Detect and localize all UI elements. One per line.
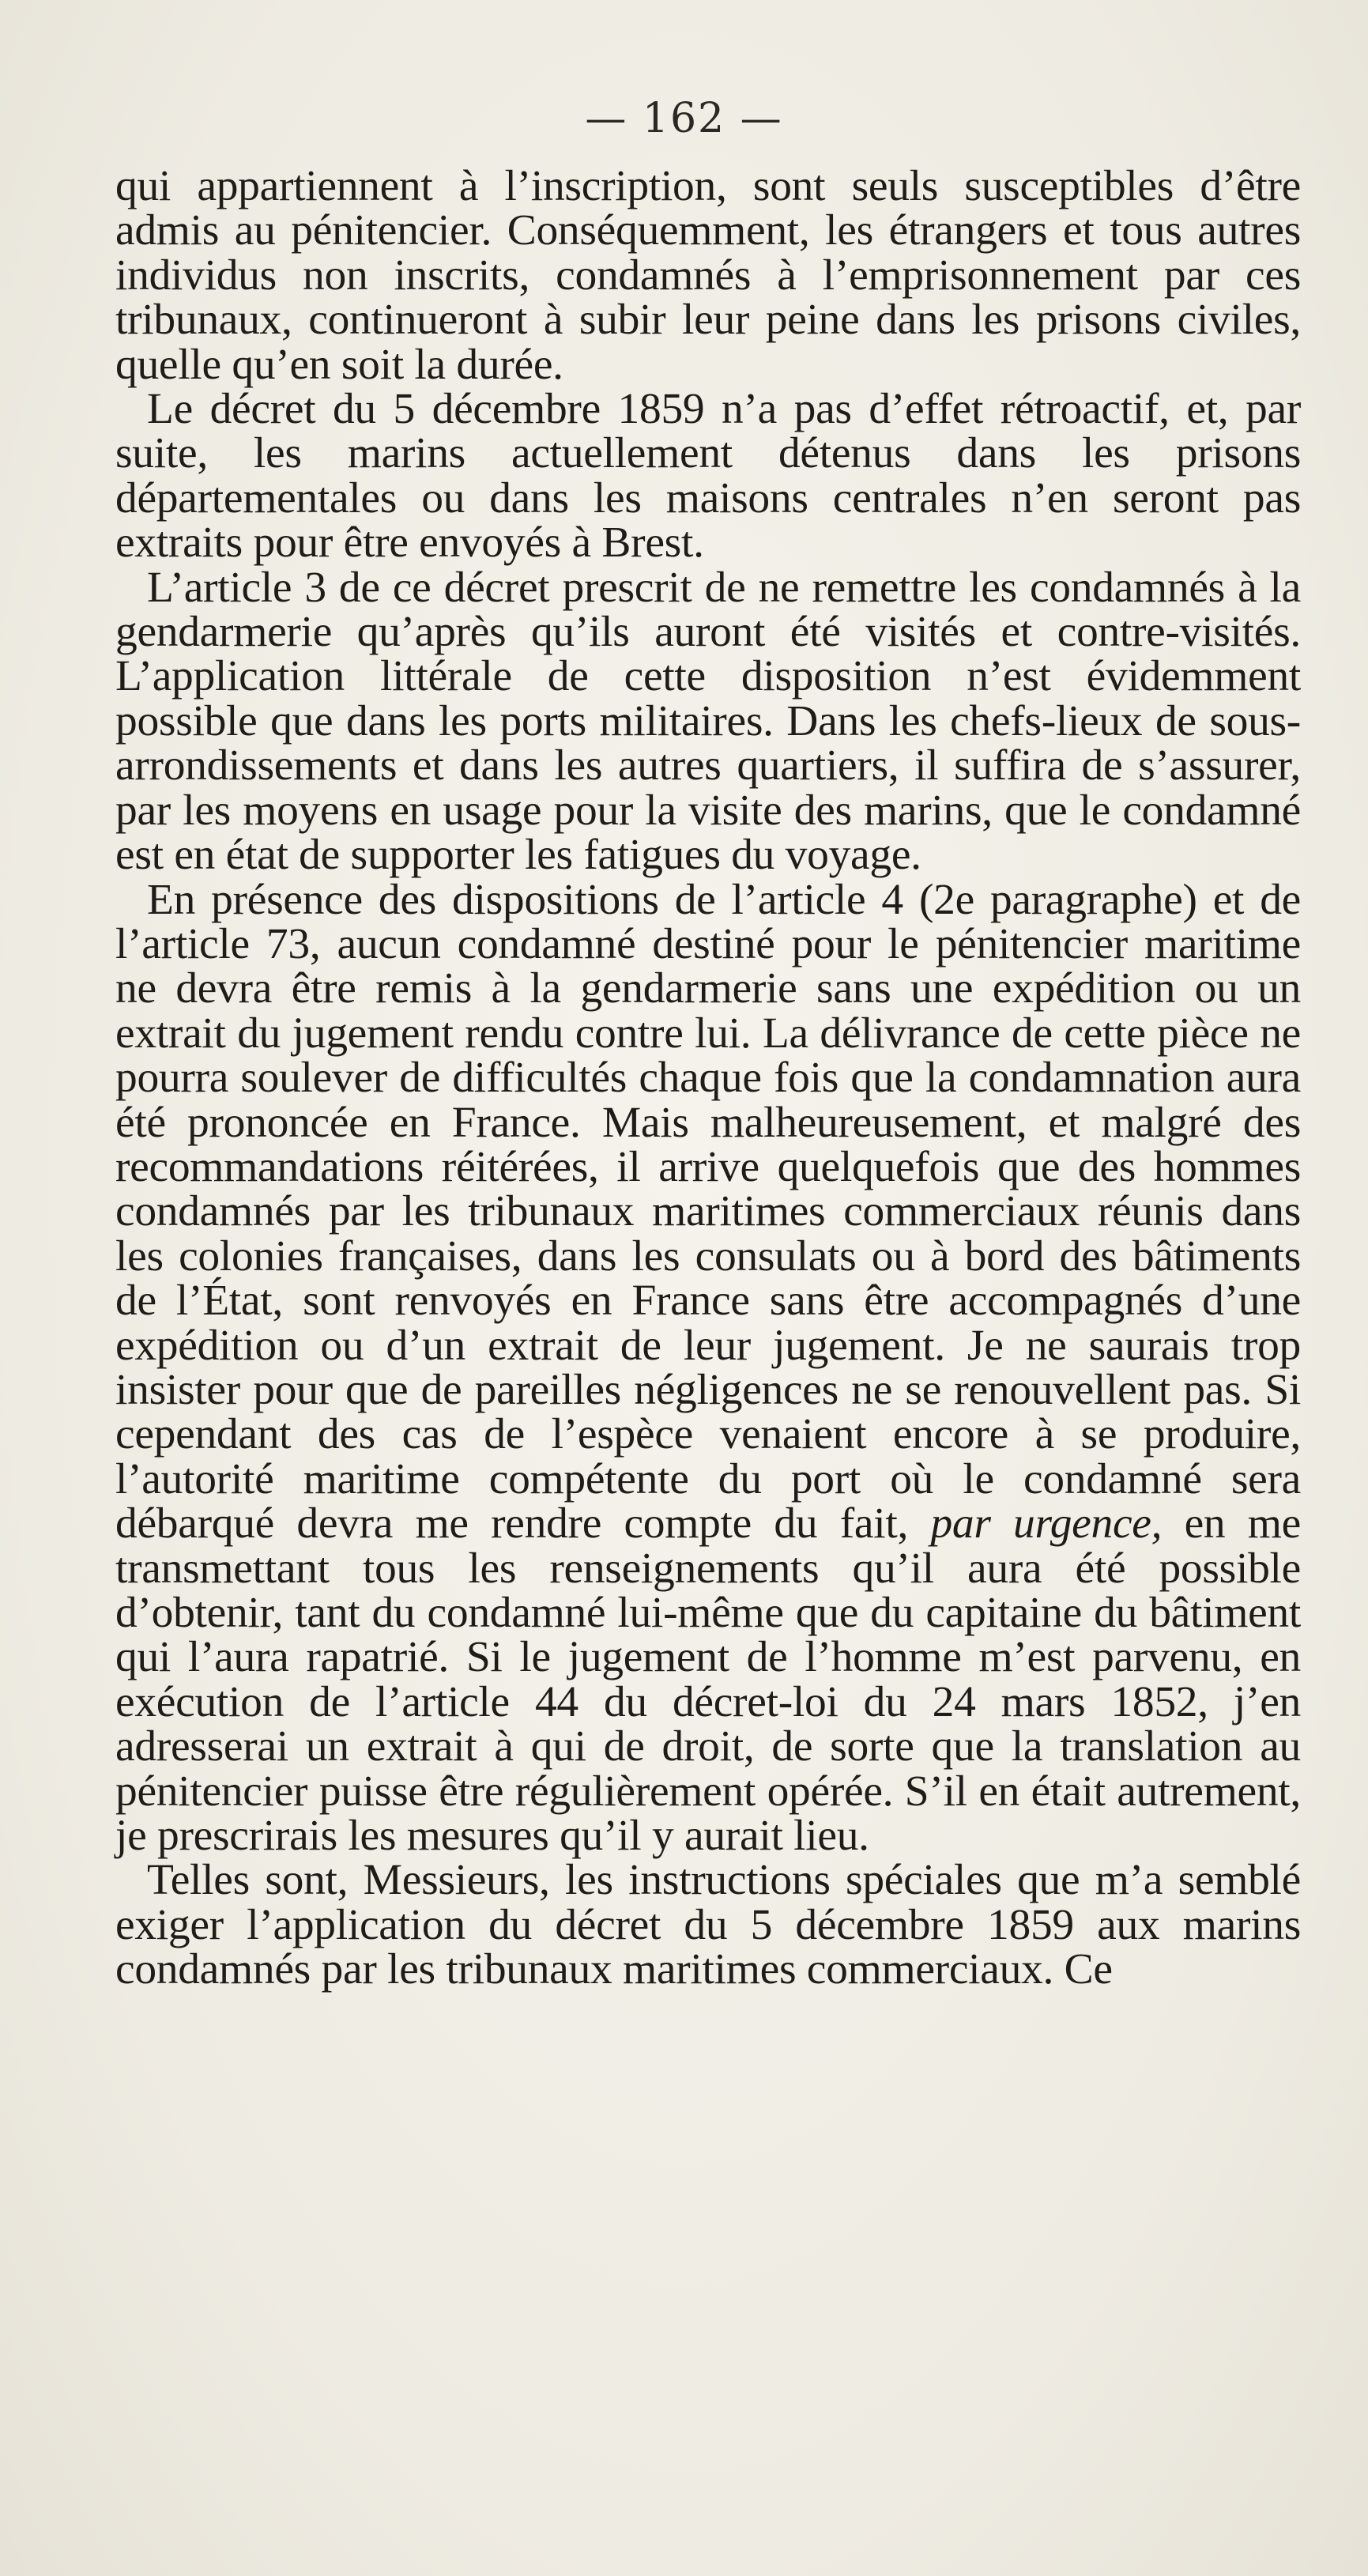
- paragraph-3: L’article 3 de ce décret prescrit de ne remettre les condamnés à la gendarmerie qu’après qu’ils auront été visités et contre-visités. L’application littérale de cette disposition n’est évidemment possible que dans les ports militaires. Dans les chefs-lieux de sous-arrondissements et dans les autres quartiers, il suffira de s’assurer, par les moyens en usage pour la visite des marins, que le condamné est en état de supporter les fatigues du voyage.: [115, 563, 1301, 880]
- paragraph-4-text-after: en me transmettant tous les renseignements qu’il aura été possible d’obtenir, tant du condamné lui-même que du capitaine du bâtiment qui l’aura rapatrié. Si le jugement de l’homme m’est parvenu, en exécution de l’article 44 du décret-loi du 24 mars 1852, j’en adresserai un extrait à qui de droit, de sorte que la translation au pénitencier puisse être régulièrement opérée. S’il en était autrement, je prescrirais les mesures qu’il y aurait lieu.: [115, 1499, 1301, 1861]
- paragraph-4: [115, 875, 1301, 1861]
- page-number-header: — 162 —: [585, 95, 783, 142]
- paragraph-4-text-before: En présence des dispositions de l’article 4 (2e paragraphe) et de l’article 73, aucun condamné destiné pour le pénitencier maritime ne devra être remis à la gendarmerie sans une expédition ou un extrait du jugement rendu contre lui. La délivrance de cette pièce ne pourra soulever de difficultés chaque fois que la condamnation aura été prononcée en France. Mais malheureusement, et malgré des recommandations réitérées, il arrive quelquefois que des hommes condamnés par les tribunaux maritimes commerciaux réunis dans les colonies françaises, dans les consulats ou à bord des bâtiments de l’État, sont renvoyés en France sans être accompagnés d’une expédition ou d’un extrait de leur jugement. Je ne saurais trop insister pour que de pareilles négligences ne se renouvellent pas. Si cependant des cas de l’espèce venaient encore à se produire, l’autorité maritime compétente du port où le condamné sera débarqué devra me rendre compte du fait,: [115, 875, 1301, 1548]
- paragraph-1: qui appartiennent à l’inscription, sont seuls susceptibles d’être admis au pénitencier. Conséquemment, les étrangers et tous autres individus non inscrits, condamnés à l’emprisonnement par ces tribunaux, continueront à subir leur peine dans les prisons civiles, quelle qu’en soit la durée.: [115, 162, 1301, 389]
- body-text: [115, 164, 1301, 1993]
- paragraph-5: Telles sont, Messieurs, les instructions spéciales que m’a semblé exiger l’application du décret du 5 décembre 1859 aux marins condamnés par les tribunaux maritimes commerciaux. Ce: [115, 1856, 1301, 1994]
- paragraph-4-emphasis: par urgence,: [930, 1499, 1163, 1548]
- paragraph-2: Le décret du 5 décembre 1859 n’a pas d’effet rétroactif, et, par suite, les marins actuellement détenus dans les prisons départementales ou dans les maisons centrales n’en seront pas extraits pour être envoyés à Brest.: [115, 385, 1301, 568]
